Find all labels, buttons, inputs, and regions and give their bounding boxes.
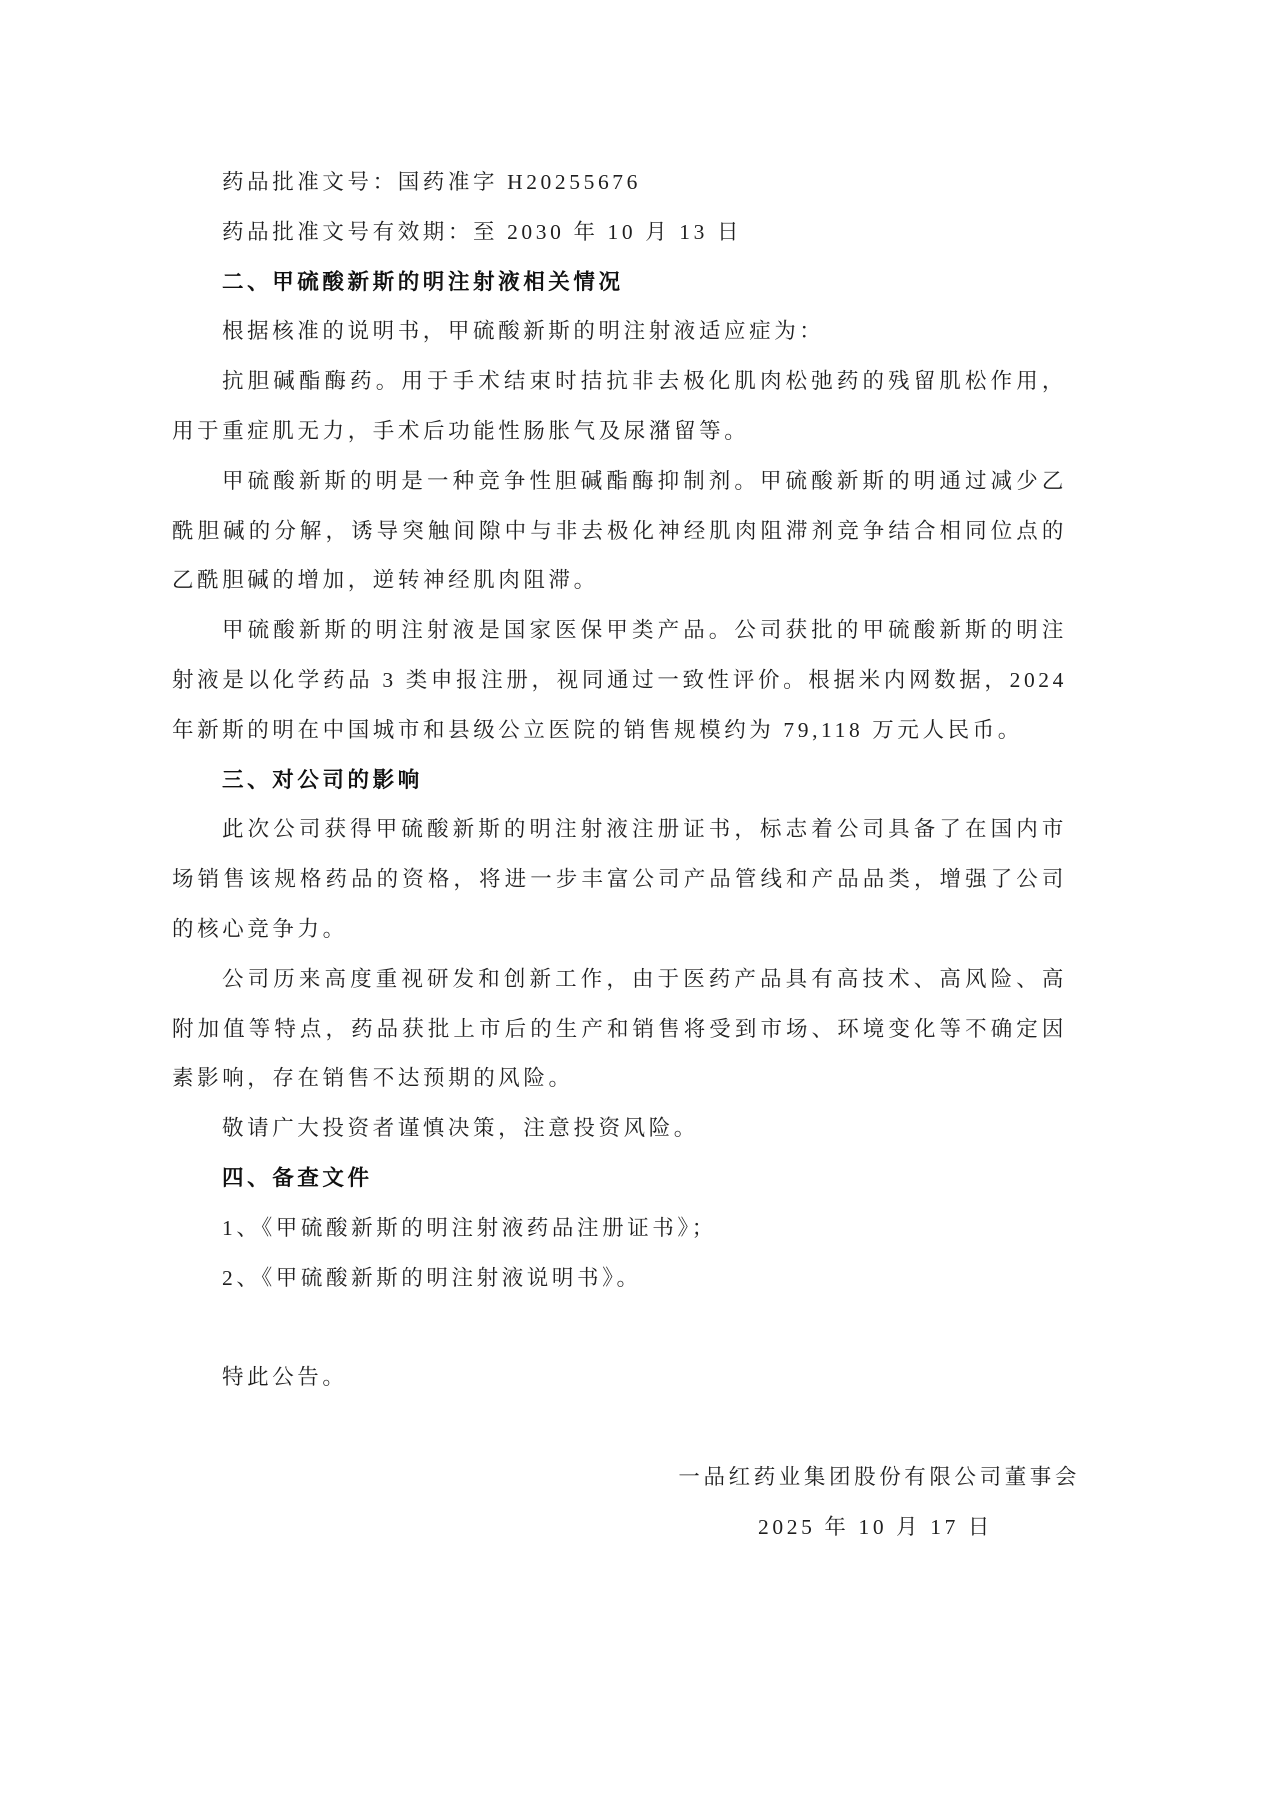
document-line: 药品批准文号有效期：至 2030 年 10 月 13 日 [222,219,743,244]
document-paragraph: 抗胆碱酯酶药。用于手术结束时拮抗非去极化肌肉松弛药的残留肌松作用，用于重症肌无力，手术后功能性肠胀气及尿潴留等。 [172,369,1067,443]
document-paragraph: 甲硫酸新斯的明是一种竞争性胆碱酯酶抑制剂。甲硫酸新斯的明通过减少乙酰胆碱的分解，诱导突触间隙中与非去极化神经肌肉阻滞剂竞争结合相同位点的乙酰胆碱的增加，逆转神经肌肉阻滞。 [172,468,1067,593]
signature-block [0,1453,1269,1553]
document-line: 根据核准的说明书，甲硫酸新斯的明注射液适应症为： [222,319,825,344]
document-paragraph: 公司历来高度重视研发和创新工作，由于医药产品具有高技术、高风险、高附加值等特点，药品获批上市后的生产和销售将受到市场、环境变化等不确定因素影响，存在销售不达预期的风险。 [172,966,1067,1091]
document-heading: 二、甲硫酸新斯的明注射液相关情况 [222,269,624,294]
document-paragraph: 特此公告。 [222,1365,348,1390]
signature-company: 一品红药业集团股份有限公司董事会 [678,1464,1080,1489]
signature-date: 2025 年 10 月 17 日 [758,1514,993,1539]
document-spacer [172,1303,1067,1353]
document-line: 药品批准文号：国药准字 H20255676 [222,170,642,194]
document-paragraph: 甲硫酸新斯的明注射液是国家医保甲类产品。公司获批的甲硫酸新斯的明注射液是以化学药品 3 类申报注册，视同通过一致性评价。根据米内网数据，2024 年新斯的明在中国城市和县级公立医院的销售规模约为 79,118 万元人民币。 [172,618,1067,742]
document-paragraph: 此次公司获得甲硫酸新斯的明注射液注册证书，标志着公司具备了在国内市场销售该规格药品的资格，将进一步丰富公司产品管线和产品品类，增强了公司的核心竞争力。 [172,817,1067,941]
document-paragraph: 1、《甲硫酸新斯的明注射液药品注册证书》； [222,1215,717,1240]
document-paragraph: 敬请广大投资者谨慎决策，注意投资风险。 [222,1116,699,1141]
document-heading: 四、备查文件 [222,1165,373,1190]
document-paragraph: 2、《甲硫酸新斯的明注射液说明书》。 [222,1265,642,1290]
document-heading: 三、对公司的影响 [222,767,423,792]
